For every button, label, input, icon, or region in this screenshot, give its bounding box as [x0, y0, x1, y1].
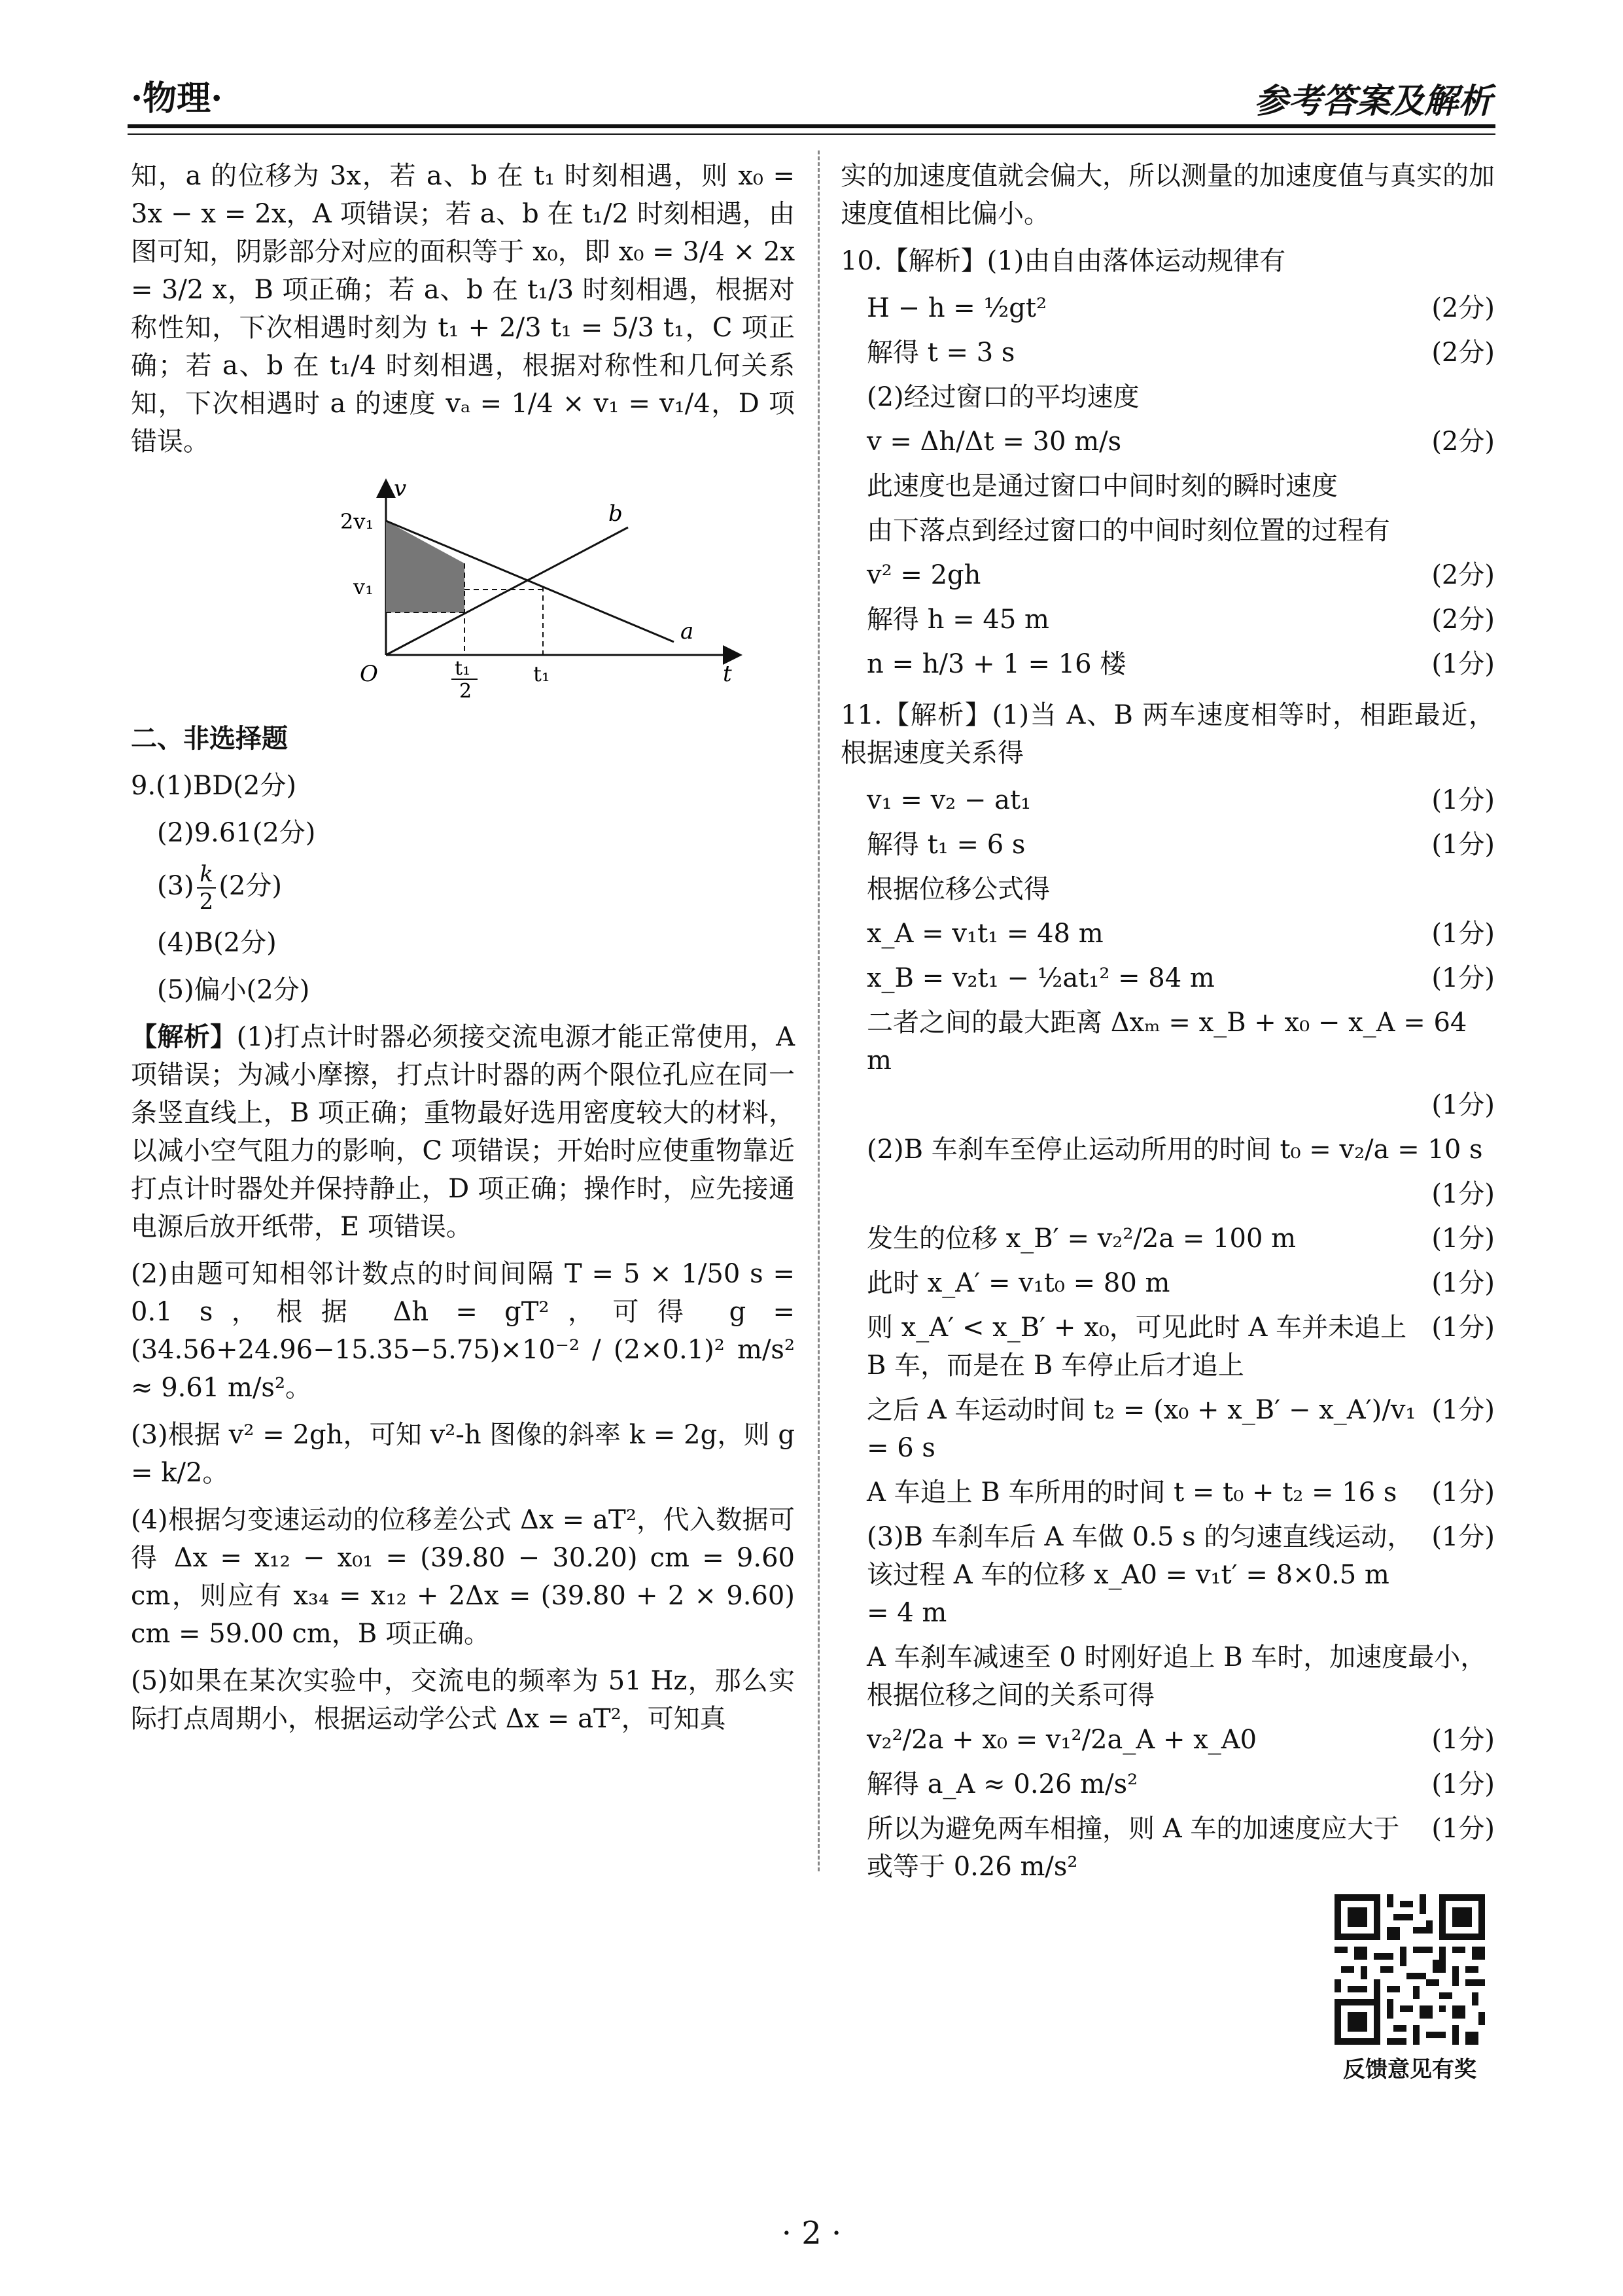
label-a: a: [680, 618, 694, 645]
tick-half-num: t₁: [455, 657, 471, 680]
q9-answer-5: (5)偏小(2分): [157, 975, 310, 1005]
label-b: b: [608, 501, 623, 527]
v-label: v: [394, 476, 407, 502]
origin-label: O: [360, 661, 378, 687]
q10-line: 由下落点到经过窗口的中间时刻位置的过程有: [867, 516, 1390, 546]
q11-line: 解得 t₁ = 6 s (1分): [867, 830, 1495, 860]
shaded-area: [386, 521, 464, 612]
subject-label: ·物理·: [131, 79, 223, 118]
q10-head: 10.【解析】(1)由自由落体运动规律有: [841, 246, 1286, 276]
q11-line: 根据位移公式得: [867, 874, 1050, 904]
tick-t1: t₁: [533, 662, 550, 686]
q11-line: 解得 a_A ≈ 0.26 m/s² (1分): [867, 1769, 1495, 1799]
q10-line: H − h = ½gt² (2分): [867, 293, 1495, 323]
q11-line: 此时 x_A′ = v₁t₀ = 80 m (1分): [867, 1268, 1495, 1298]
tick-half-den: 2: [459, 680, 472, 703]
left-column: [131, 157, 795, 1747]
qr-caption: 反馈意见有奖: [1343, 2057, 1476, 2083]
q11-line: x_B = v₂t₁ − ½at₁² = 84 m (1分): [867, 963, 1495, 993]
q8-explanation-cont: 知，a 的位移为 3x，若 a、b 在 t₁ 时刻相遇，则 x₀ = 3x − x = 2x，A 项错误；若 a、b 在 t₁/2 时刻相遇，由图可知，阴影部分对应的面积等于 x₀，即 x₀ = 3/4 × 2x = 3/2 x，B 项正确；若 a、b 在 t₁/3 时刻相遇，根据对称性知，下次相遇时刻为 t₁ + 2/3 t₁ = 5/3 t₁，C 项正确；若 a、b 在 t₁/4 时刻相遇，根据对称性和几何关系知，下次相遇时 a 的速度 vₐ = 1/4 × v₁ = v₁/4，D 项错误。: [131, 161, 795, 457]
header-title: 参考答案及解析: [1253, 81, 1492, 121]
q11-line: A 车刹车减速至 0 时刚好追上 B 车时，加速度最小，根据位移之间的关系可得: [867, 1642, 1487, 1710]
right-column: [841, 157, 1495, 1892]
q11-line: A 车追上 B 车所用的时间 t = t₀ + t₂ = 16 s (1分): [867, 1477, 1495, 1508]
q10-line: (2)经过窗口的平均速度: [867, 382, 1140, 412]
q11-line: v₂²/2a + x₀ = v₁²/2a_A + x_A0 (1分): [867, 1725, 1495, 1755]
q9-explanation-2: (2)由题可知相邻计数点的时间间隔 T = 5 × 1/50 s = 0.1 s，根据 Δh = gT²，可得 g = (34.56+24.96−15.35−5.75)×10⁻² / (2×0.1)² m/s² ≈ 9.61 m/s²。: [131, 1259, 795, 1403]
q10-line: 此速度也是通过窗口中间时刻的瞬时速度: [867, 471, 1338, 501]
q11-line: x_A = v₁t₁ = 48 m (1分): [867, 919, 1495, 949]
q11-line: 二者之间的最大距离 Δxₘ = x_B + x₀ − x_A = 64 m: [867, 1008, 1467, 1076]
vt-graph: [340, 476, 739, 703]
q11-line: 则 x_A′ < x_B′ + x₀，可见此时 A 车并未追上 B 车，而是在 B 车停止后才追上 (1分): [867, 1313, 1495, 1381]
q9-answer-3: (3) $\frac{k}{2}$ (2分): [157, 861, 282, 915]
section-title: 二、非选择题: [131, 723, 288, 754]
q10-line: 解得 t = 3 s (2分): [867, 338, 1495, 368]
q9-answer-1: 9.(1)BD(2分): [131, 771, 296, 801]
q10-line: 解得 h = 45 m (2分): [867, 605, 1495, 635]
q9-explanation-3: (3)根据 v² = 2gh，可知 v²-h 图像的斜率 k = 2g，则 g = k/2。: [131, 1420, 795, 1488]
q11-line: (1分): [1431, 1179, 1495, 1209]
q11-line: (1分): [1431, 1090, 1495, 1120]
q9-explanation-1: 【解析】(1)打点计时器必须接交流电源才能正常使用，A 项错误；为减小摩擦，打点计时器的两个限位孔应在同一条竖直线上，B 项正确；重物最好选用密度较大的材料，以减小空气阻力的影响，C 项错误；开始时应使重物靠近打点计时器处并保持静止，D 项正确；操作时，应先接通电源后放开纸带，E 项错误。: [131, 1021, 795, 1242]
q11-head: 11.【解析】(1)当 A、B 两车速度相等时，相距最近，根据速度关系得: [841, 700, 1495, 768]
t-label: t: [723, 661, 732, 687]
q11-line: (3)B 车刹车后 A 车做 0.5 s 的匀速直线运动，该过程 A 车的位移 x_A0 = v₁t′ = 8×0.5 m = 4 m (1分): [867, 1522, 1495, 1628]
q10-line: v² = 2gh (2分): [867, 560, 1495, 590]
q9-explanation-4: (4)根据匀变速运动的位移差公式 Δx = aT²，代入数据可得 Δx = x₁₂ − x₀₁ = (39.80 − 30.20) cm = 9.60 cm，则应有 x₃₄ = x₁₂ + 2Δx = (39.80 + 2 × 9.60) cm = 59.00 cm，B 项正确。: [131, 1505, 795, 1649]
tick-2v1: 2v₁: [340, 509, 374, 534]
q9-answer-2: (2)9.61(2分): [157, 818, 316, 848]
header-rule-thin: [128, 133, 1495, 135]
column-divider: [818, 150, 820, 1871]
tick-v1: v₁: [353, 574, 374, 599]
q9-explanation-5: (5)如果在某次实验中，交流电的频率为 51 Hz，那么实际打点周期小，根据运动学公式 Δx = aT²，可知真: [131, 1666, 795, 1734]
q11-line: 之后 A 车运动时间 t₂ = (x₀ + x_B′ − x_A′)/v₁ = 6 s (1分): [867, 1395, 1495, 1463]
q11-line: v₁ = v₂ − at₁ (1分): [867, 785, 1495, 815]
page-number: · 2 ·: [781, 2215, 842, 2252]
qr-code-icon[interactable]: [1335, 1894, 1485, 2045]
q10-line: v = Δh/Δt = 30 m/s (2分): [867, 427, 1495, 457]
q11-line: (2)B 车刹车至停止运动所用的时间 t₀ = v₂/a = 10 s: [867, 1135, 1483, 1165]
q11-line: 发生的位移 x_B′ = v₂²/2a = 100 m (1分): [867, 1224, 1495, 1254]
q9-answer-4: (4)B(2分): [157, 928, 277, 958]
header-rule-thick: [128, 124, 1495, 128]
q10-line: n = h/3 + 1 = 16 楼 (1分): [867, 649, 1495, 679]
q11-line: 所以为避免两车相撞，则 A 车的加速度应大于或等于 0.26 m/s² (1分): [867, 1814, 1495, 1882]
q9-explanation-cont: 实的加速度值就会偏大，所以测量的加速度值与真实的加速度值相比偏小。: [841, 161, 1495, 229]
